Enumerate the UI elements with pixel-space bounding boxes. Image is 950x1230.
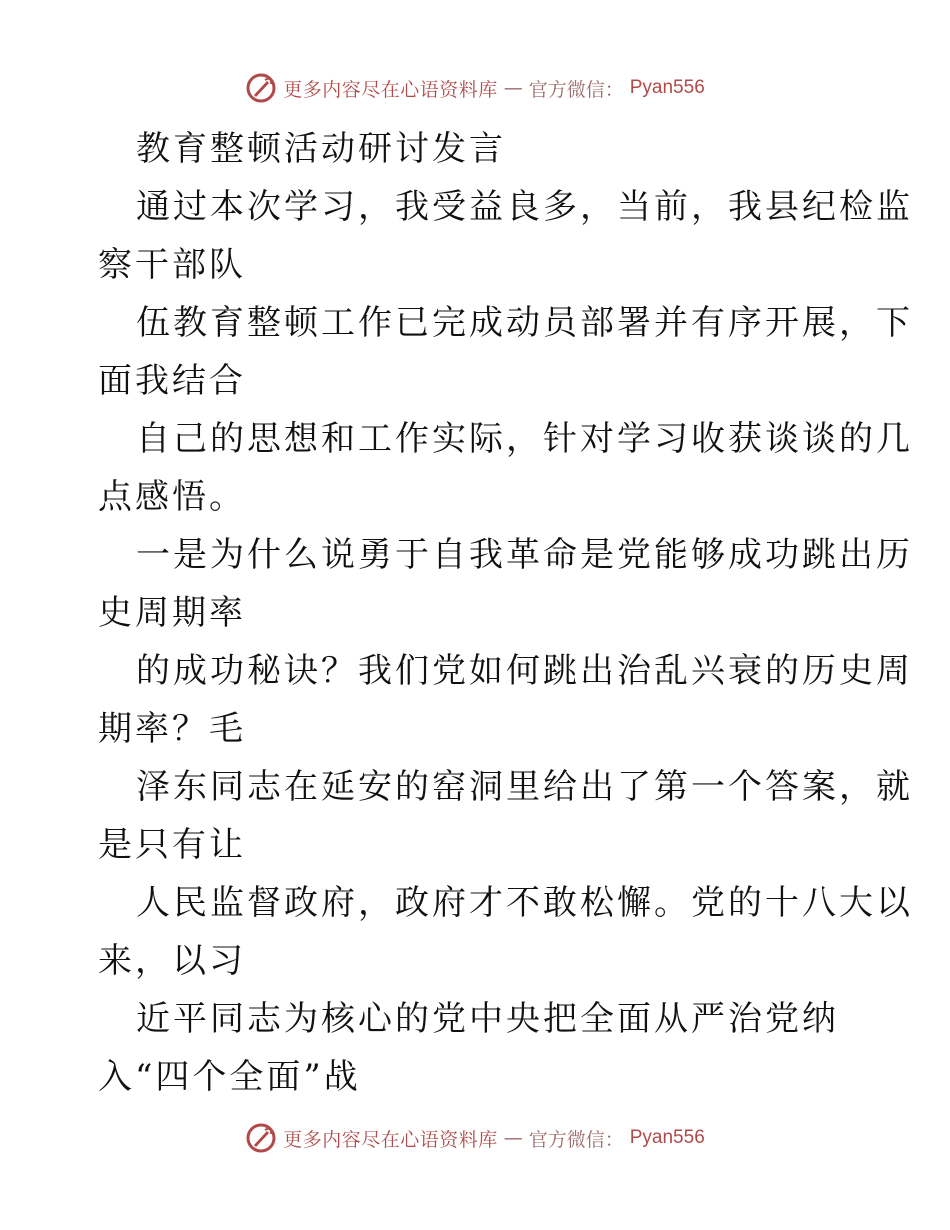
paragraph-line: 通过本次学习，我受益良多，当前，我县纪检监 xyxy=(136,187,913,227)
watermark-brand: 更多内容尽在心语资料库 xyxy=(283,78,498,101)
quill-circle-icon xyxy=(245,72,277,104)
quill-circle-icon xyxy=(245,1122,277,1154)
paragraph-line: 人民监督政府，政府才不敢松懈。党的十八大以 xyxy=(136,883,913,923)
paragraph-line: 期率？毛 xyxy=(98,709,246,749)
paragraph-line: 入“四个全面”战 xyxy=(98,1057,361,1097)
paragraph-line: 来，以习 xyxy=(98,941,246,981)
watermark-label: 官方微信： xyxy=(528,1128,624,1151)
watermark-separator: — xyxy=(503,77,523,99)
paragraph-line: 面我结合 xyxy=(98,361,246,401)
paragraph-line: 的成功秘诀？我们党如何跳出治乱兴衰的历史周 xyxy=(136,651,913,691)
watermark-separator: — xyxy=(503,1127,523,1149)
paragraph-line: 一是为什么说勇于自我革命是党能够成功跳出历 xyxy=(136,535,913,575)
paragraph-line: 伍教育整顿工作已完成动员部署并有序开展，下 xyxy=(136,303,913,343)
paragraph-line: 史周期率 xyxy=(98,593,246,633)
paragraph-line: 察干部队 xyxy=(98,245,246,285)
watermark-account: Pyan556 xyxy=(629,77,705,98)
paragraph-line: 近平同志为核心的党中央把全面从严治党纳 xyxy=(136,999,839,1039)
paragraph-line: 泽东同志在延安的窑洞里给出了第一个答案，就 xyxy=(136,767,913,807)
paragraph-line: 是只有让 xyxy=(98,825,246,865)
document-body xyxy=(98,120,913,1106)
footer-watermark xyxy=(0,1122,950,1154)
document-title: 教育整顿活动研讨发言 xyxy=(136,129,506,169)
paragraph-line: 点感悟。 xyxy=(98,477,246,517)
paragraph-line: 自己的思想和工作实际，针对学习收获谈谈的几 xyxy=(136,419,913,459)
watermark-account: Pyan556 xyxy=(629,1127,705,1148)
watermark-brand: 更多内容尽在心语资料库 xyxy=(283,1128,498,1151)
header-watermark xyxy=(0,72,950,104)
watermark-label: 官方微信： xyxy=(528,78,624,101)
